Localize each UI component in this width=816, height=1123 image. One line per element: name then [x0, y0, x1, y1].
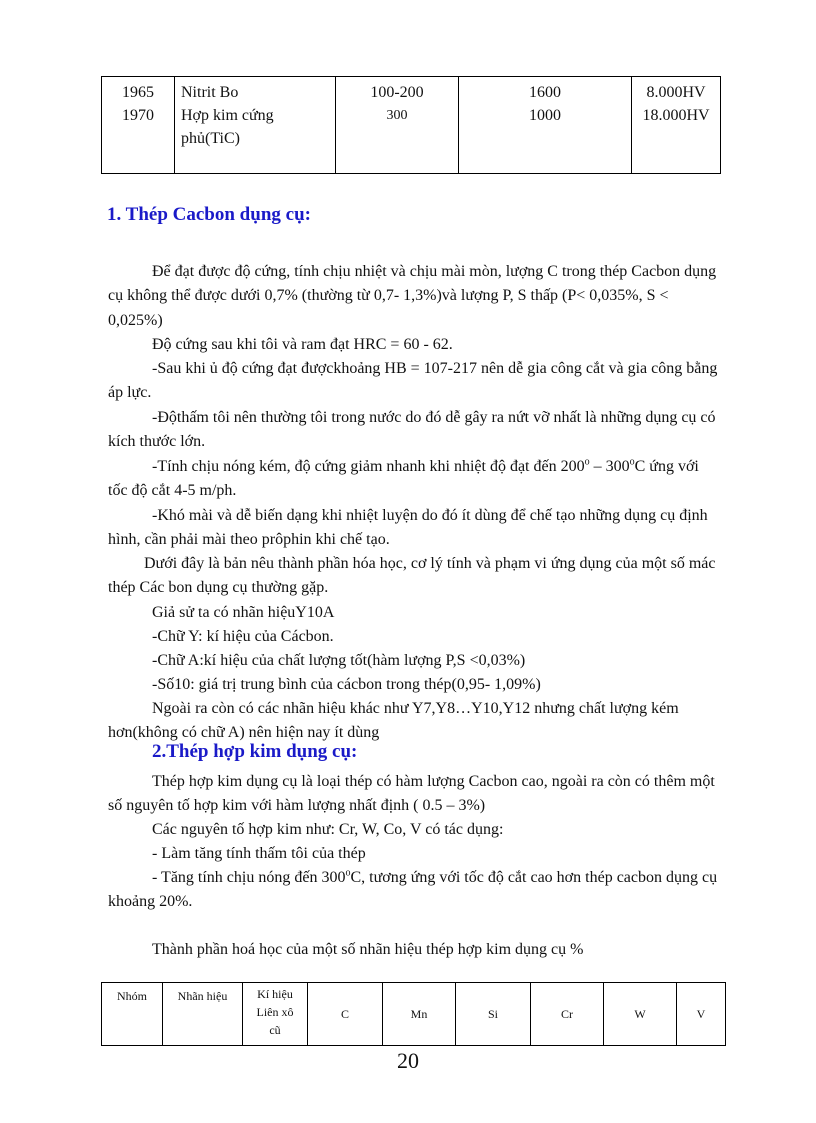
material-cell	[175, 77, 336, 174]
header-nhom: Nhóm	[102, 983, 163, 1046]
material-hop-kim-cung: Hợp kim cứng phủ(TiC)	[181, 107, 274, 147]
tool-material-history-table	[101, 76, 721, 174]
paragraph: -Độthấm tôi nên thường tôi trong nước do đó dễ gây ra nứt vỡ nhất là những dụng cụ có kích thước lớn.	[108, 409, 716, 451]
paragraph: Dưới đây là bản nêu thành phần hóa học, cơ lý tính và phạm vi ứng dụng của một số mác thép Các bon dụng cụ thường gặp.	[108, 555, 716, 597]
header-v: V	[677, 983, 726, 1046]
paragraph: Thép hợp kim dụng cụ là loại thép có hàm lượng Cacbon cao, ngoài ra còn có thêm một số nguyên tố hợp kim với hàm lượng nhất định ( 0.5 – 3%)	[108, 773, 715, 815]
paragraph: Độ cứng sau khi tôi và ram đạt HRC = 60 - 62.	[152, 336, 453, 353]
year-1970: 1970	[122, 107, 154, 124]
hardness-value-2: 18.000HV	[642, 107, 710, 124]
paragraph: -Chữ A:kí hiệu của chất lượng tốt(hàm lượng P,S <0,03%)	[152, 652, 526, 669]
paragraph: - Tăng tính chịu nóng đến 300$^o$C, tương ứng với tốc độ cắt cao hơn thép cacbon dụng cụ khoảng 20%.	[108, 867, 718, 911]
paragraph: -Chữ Y: kí hiệu của Cácbon.	[152, 628, 334, 645]
temp-value-2: 300	[386, 108, 408, 123]
header-cr: Cr	[531, 983, 604, 1046]
header-w: W	[604, 983, 677, 1046]
year-1965: 1965	[122, 84, 154, 101]
hardness-cell	[632, 77, 721, 174]
paragraph: -Khó mài và dễ biến dạng khi nhiệt luyện do đó ít dùng để chế tạo những dụng cụ định hình, cần phải mài theo prôphin khi chế tạo.	[108, 507, 708, 549]
header-si: Si	[456, 983, 531, 1046]
header-c: C	[308, 983, 383, 1046]
speed-cell	[459, 77, 632, 174]
speed-value-2: 1000	[529, 107, 561, 124]
page-number: 20	[397, 1048, 419, 1073]
paragraph: Các nguyên tố hợp kim như: Cr, W, Co, V có tác dụng:	[152, 821, 504, 838]
temperature-cell	[336, 77, 459, 174]
section-1-heading: 1. Thép Cacbon dụng cụ:	[107, 204, 311, 225]
section-2-heading: 2.Thép hợp kim dụng cụ:	[152, 741, 358, 762]
material-nitrit-bo: Nitrit Bo	[181, 84, 239, 101]
year-cell	[102, 77, 175, 174]
table-row	[102, 77, 721, 174]
speed-value-1: 1600	[529, 84, 561, 101]
paragraph: - Làm tăng tính thấm tôi của thép	[152, 845, 366, 862]
paragraph: Giả sử ta có nhãn hiệuY10A	[152, 604, 335, 621]
paragraph: -Tính chịu nóng kém, độ cứng giảm nhanh khi nhiệt độ đạt đến 200$^o$ – 300$^o$C ứng với tốc độ cắt 4-5 m/ph.	[108, 456, 699, 500]
alloy-composition-table	[101, 982, 726, 1046]
header-lien-xo: Kí hiệu Liên xô cũ	[243, 983, 308, 1046]
paragraph: Ngoài ra còn có các nhãn hiệu khác như Y7,Y8…Y10,Y12 nhưng chất lượng kém hơn(không có chữ A) nên hiện nay ít dùng	[108, 700, 679, 742]
paragraph: Để đạt được độ cứng, tính chịu nhiệt và chịu mài mòn, lượng C trong thép Cacbon dụng cụ không thể được dưới 0,7% (thường từ 0,7- 1,3%)và lượng P, S thấp (P< 0,035%, S < 0,025%)	[108, 263, 717, 329]
paragraph: -Sau khi ủ độ cứng đạt đượckhoảng HB = 107-217 nên dễ gia công cắt và gia công bằng áp lực.	[108, 360, 718, 402]
paragraph: -Số10: giá trị trung bình của cácbon trong thép(0,95- 1,09%)	[152, 676, 541, 693]
header-mn: Mn	[383, 983, 456, 1046]
header-nhan-hieu: Nhãn hiệu	[163, 983, 243, 1046]
paragraph: Thành phần hoá học của một số nhãn hiệu thép hợp kim dụng cụ %	[152, 941, 584, 958]
hardness-value-1: 8.000HV	[646, 84, 706, 101]
table-header-row	[102, 983, 726, 1046]
temp-value-1: 100-200	[370, 84, 424, 101]
